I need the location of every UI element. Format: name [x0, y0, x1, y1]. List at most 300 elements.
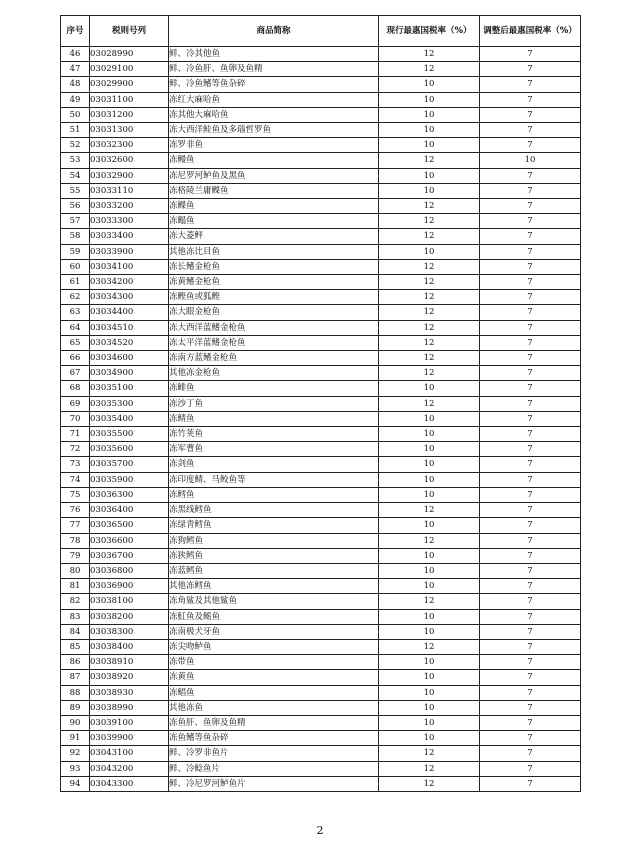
cell-name: 冻尖吻鲈鱼 [169, 639, 379, 654]
cell-name: 冻尼罗河鲈鱼及黑鱼 [169, 168, 379, 183]
table-row [61, 594, 581, 609]
cell-code: 03043100 [90, 746, 169, 761]
cell-name: 冻绿青鳕鱼 [169, 518, 379, 533]
cell-current-rate: 12 [379, 335, 480, 350]
cell-seq: 83 [61, 609, 90, 624]
cell-code: 03038920 [90, 670, 169, 685]
cell-name: 其他冻金枪鱼 [169, 366, 379, 381]
cell-adjusted-rate: 7 [480, 396, 581, 411]
cell-adjusted-rate: 7 [480, 275, 581, 290]
cell-seq: 77 [61, 518, 90, 533]
cell-seq: 62 [61, 290, 90, 305]
cell-name: 冻鳎鱼 [169, 214, 379, 229]
cell-seq: 67 [61, 366, 90, 381]
cell-current-rate: 10 [379, 655, 480, 670]
cell-seq: 68 [61, 381, 90, 396]
cell-seq: 76 [61, 503, 90, 518]
cell-adjusted-rate: 7 [480, 214, 581, 229]
cell-code: 03035300 [90, 396, 169, 411]
cell-code: 03034600 [90, 351, 169, 366]
table-row [61, 427, 581, 442]
cell-name: 冻鲭鱼 [169, 411, 379, 426]
cell-current-rate: 10 [379, 457, 480, 472]
cell-code: 03036800 [90, 563, 169, 578]
cell-seq: 94 [61, 776, 90, 791]
table-row [61, 320, 581, 335]
cell-seq: 80 [61, 563, 90, 578]
cell-current-rate: 12 [379, 746, 480, 761]
cell-seq: 48 [61, 77, 90, 92]
cell-code: 03034300 [90, 290, 169, 305]
cell-code: 03038930 [90, 685, 169, 700]
cell-adjusted-rate: 7 [480, 229, 581, 244]
cell-name: 冻鳗鱼 [169, 153, 379, 168]
cell-name: 冻黑线鳕鱼 [169, 503, 379, 518]
cell-current-rate: 12 [379, 153, 480, 168]
cell-code: 03038910 [90, 655, 169, 670]
cell-code: 03028990 [90, 47, 169, 62]
table-row [61, 700, 581, 715]
cell-name: 冻剑鱼 [169, 457, 379, 472]
cell-current-rate: 12 [379, 290, 480, 305]
table-row [61, 199, 581, 214]
table-body [61, 47, 581, 792]
cell-name: 冻罗非鱼 [169, 138, 379, 153]
table-row [61, 715, 581, 730]
cell-name: 冻带鱼 [169, 655, 379, 670]
cell-current-rate: 10 [379, 579, 480, 594]
table-row [61, 123, 581, 138]
cell-adjusted-rate: 7 [480, 411, 581, 426]
cell-current-rate: 10 [379, 427, 480, 442]
cell-adjusted-rate: 7 [480, 290, 581, 305]
cell-name: 鲜、冷罗非鱼片 [169, 746, 379, 761]
table-row [61, 47, 581, 62]
cell-seq: 50 [61, 107, 90, 122]
cell-current-rate: 12 [379, 366, 480, 381]
cell-seq: 73 [61, 457, 90, 472]
table-row [61, 381, 581, 396]
cell-current-rate: 12 [379, 503, 480, 518]
cell-adjusted-rate: 7 [480, 320, 581, 335]
table-row [61, 305, 581, 320]
table-row [61, 62, 581, 77]
cell-current-rate: 10 [379, 381, 480, 396]
cell-seq: 64 [61, 320, 90, 335]
table-row [61, 548, 581, 563]
cell-name: 冻魟鱼及鳐鱼 [169, 609, 379, 624]
table-row [61, 685, 581, 700]
cell-seq: 61 [61, 275, 90, 290]
cell-seq: 71 [61, 427, 90, 442]
cell-adjusted-rate: 7 [480, 199, 581, 214]
cell-code: 03038200 [90, 609, 169, 624]
cell-seq: 89 [61, 700, 90, 715]
table-row [61, 579, 581, 594]
cell-current-rate: 12 [379, 275, 480, 290]
table-row [61, 290, 581, 305]
cell-current-rate: 12 [379, 396, 480, 411]
cell-adjusted-rate: 7 [480, 624, 581, 639]
cell-seq: 88 [61, 685, 90, 700]
cell-current-rate: 10 [379, 77, 480, 92]
table-row [61, 655, 581, 670]
cell-name: 冻太平洋蓝鳍金枪鱼 [169, 335, 379, 350]
cell-adjusted-rate: 7 [480, 259, 581, 274]
cell-current-rate: 12 [379, 259, 480, 274]
cell-adjusted-rate: 7 [480, 487, 581, 502]
cell-name: 鲜、冷鱼肝、鱼卵及鱼精 [169, 62, 379, 77]
cell-adjusted-rate: 7 [480, 92, 581, 107]
cell-adjusted-rate: 7 [480, 670, 581, 685]
cell-current-rate: 10 [379, 487, 480, 502]
cell-current-rate: 10 [379, 518, 480, 533]
cell-seq: 92 [61, 746, 90, 761]
cell-code: 03039900 [90, 731, 169, 746]
cell-adjusted-rate: 7 [480, 305, 581, 320]
cell-current-rate: 12 [379, 199, 480, 214]
table-row [61, 639, 581, 654]
cell-seq: 65 [61, 335, 90, 350]
table-row [61, 244, 581, 259]
cell-current-rate: 10 [379, 472, 480, 487]
cell-current-rate: 10 [379, 107, 480, 122]
cell-adjusted-rate: 7 [480, 594, 581, 609]
cell-seq: 56 [61, 199, 90, 214]
cell-adjusted-rate: 7 [480, 685, 581, 700]
cell-name: 冻鲽鱼 [169, 199, 379, 214]
cell-adjusted-rate: 7 [480, 563, 581, 578]
cell-code: 03034200 [90, 275, 169, 290]
cell-name: 其他冻鳕鱼 [169, 579, 379, 594]
cell-seq: 58 [61, 229, 90, 244]
cell-current-rate: 10 [379, 624, 480, 639]
cell-name: 冻大西洋蓝鳍金枪鱼 [169, 320, 379, 335]
cell-name: 鲜、冷鲶鱼片 [169, 761, 379, 776]
cell-adjusted-rate: 7 [480, 442, 581, 457]
cell-seq: 93 [61, 761, 90, 776]
cell-current-rate: 10 [379, 442, 480, 457]
cell-code: 03036700 [90, 548, 169, 563]
cell-adjusted-rate: 7 [480, 700, 581, 715]
cell-code: 03035100 [90, 381, 169, 396]
cell-code: 03039100 [90, 715, 169, 730]
cell-current-rate: 10 [379, 548, 480, 563]
cell-seq: 75 [61, 487, 90, 502]
cell-current-rate: 10 [379, 244, 480, 259]
cell-code: 03035700 [90, 457, 169, 472]
cell-code: 03033300 [90, 214, 169, 229]
table-row [61, 746, 581, 761]
cell-code: 03034400 [90, 305, 169, 320]
cell-seq: 74 [61, 472, 90, 487]
cell-code: 03034520 [90, 335, 169, 350]
cell-adjusted-rate: 7 [480, 138, 581, 153]
cell-name: 冻鱼鳍等鱼杂碎 [169, 731, 379, 746]
cell-code: 03038300 [90, 624, 169, 639]
cell-code: 03033900 [90, 244, 169, 259]
cell-name: 冻鳕鱼 [169, 487, 379, 502]
header-seq: 序号 [61, 16, 90, 47]
table-row [61, 518, 581, 533]
cell-name: 冻南极犬牙鱼 [169, 624, 379, 639]
table-row [61, 107, 581, 122]
cell-name: 冻狭鳕鱼 [169, 548, 379, 563]
cell-name: 冻狗鳕鱼 [169, 533, 379, 548]
cell-adjusted-rate: 7 [480, 62, 581, 77]
table-row [61, 275, 581, 290]
table-row [61, 563, 581, 578]
header-adjusted-rate: 调整后最惠国税率（%） [480, 16, 581, 47]
cell-seq: 91 [61, 731, 90, 746]
cell-code: 03033200 [90, 199, 169, 214]
table-row [61, 503, 581, 518]
table-row [61, 396, 581, 411]
cell-adjusted-rate: 7 [480, 123, 581, 138]
cell-code: 03031300 [90, 123, 169, 138]
table-row [61, 472, 581, 487]
cell-current-rate: 10 [379, 123, 480, 138]
cell-code: 03035500 [90, 427, 169, 442]
cell-code: 03036400 [90, 503, 169, 518]
cell-name: 鲜、冷其他鱼 [169, 47, 379, 62]
cell-current-rate: 10 [379, 715, 480, 730]
cell-seq: 84 [61, 624, 90, 639]
cell-adjusted-rate: 7 [480, 655, 581, 670]
header-code: 税则号列 [90, 16, 169, 47]
cell-seq: 46 [61, 47, 90, 62]
cell-current-rate: 12 [379, 594, 480, 609]
header-current-rate: 现行最惠国税率（%） [379, 16, 480, 47]
cell-seq: 69 [61, 396, 90, 411]
cell-code: 03032600 [90, 153, 169, 168]
cell-code: 03032300 [90, 138, 169, 153]
cell-current-rate: 12 [379, 47, 480, 62]
cell-current-rate: 12 [379, 214, 480, 229]
cell-name: 冻竹荚鱼 [169, 427, 379, 442]
cell-code: 03035600 [90, 442, 169, 457]
cell-name: 鲜、冷尼罗河鲈鱼片 [169, 776, 379, 791]
cell-adjusted-rate: 7 [480, 761, 581, 776]
cell-adjusted-rate: 7 [480, 518, 581, 533]
table-row [61, 457, 581, 472]
cell-current-rate: 10 [379, 670, 480, 685]
cell-seq: 59 [61, 244, 90, 259]
cell-seq: 49 [61, 92, 90, 107]
cell-adjusted-rate: 7 [480, 47, 581, 62]
cell-seq: 79 [61, 548, 90, 563]
cell-adjusted-rate: 7 [480, 77, 581, 92]
table-row [61, 487, 581, 502]
table-row [61, 259, 581, 274]
cell-adjusted-rate: 7 [480, 351, 581, 366]
cell-adjusted-rate: 7 [480, 244, 581, 259]
cell-name: 冻大西洋鲑鱼及多瑙哲罗鱼 [169, 123, 379, 138]
cell-code: 03034900 [90, 366, 169, 381]
cell-current-rate: 12 [379, 229, 480, 244]
cell-current-rate: 10 [379, 685, 480, 700]
cell-adjusted-rate: 7 [480, 579, 581, 594]
cell-seq: 86 [61, 655, 90, 670]
table-row [61, 624, 581, 639]
tariff-table [60, 15, 581, 792]
cell-code: 03033110 [90, 183, 169, 198]
cell-seq: 63 [61, 305, 90, 320]
cell-seq: 90 [61, 715, 90, 730]
cell-current-rate: 12 [379, 351, 480, 366]
header-name: 商品简称 [169, 16, 379, 47]
cell-code: 03034510 [90, 320, 169, 335]
cell-seq: 52 [61, 138, 90, 153]
cell-code: 03036600 [90, 533, 169, 548]
cell-adjusted-rate: 7 [480, 335, 581, 350]
cell-adjusted-rate: 7 [480, 503, 581, 518]
cell-current-rate: 12 [379, 639, 480, 654]
cell-seq: 53 [61, 153, 90, 168]
cell-name: 其他冻鱼 [169, 700, 379, 715]
table-row [61, 731, 581, 746]
table-row [61, 92, 581, 107]
table-row [61, 77, 581, 92]
cell-current-rate: 10 [379, 700, 480, 715]
table-row [61, 138, 581, 153]
cell-name: 冻印度鲭、马鲛鱼等 [169, 472, 379, 487]
cell-name: 冻蓝鳕鱼 [169, 563, 379, 578]
cell-current-rate: 12 [379, 533, 480, 548]
table-row [61, 335, 581, 350]
cell-adjusted-rate: 7 [480, 366, 581, 381]
cell-code: 03034100 [90, 259, 169, 274]
cell-adjusted-rate: 7 [480, 457, 581, 472]
cell-name: 冻其他大麻哈鱼 [169, 107, 379, 122]
cell-name: 冻红大麻哈鱼 [169, 92, 379, 107]
cell-name: 冻南方蓝鳍金枪鱼 [169, 351, 379, 366]
table-row [61, 229, 581, 244]
cell-code: 03031100 [90, 92, 169, 107]
cell-name: 冻鲳鱼 [169, 685, 379, 700]
cell-code: 03036900 [90, 579, 169, 594]
cell-seq: 55 [61, 183, 90, 198]
cell-current-rate: 12 [379, 776, 480, 791]
cell-adjusted-rate: 10 [480, 153, 581, 168]
cell-code: 03029900 [90, 77, 169, 92]
cell-adjusted-rate: 7 [480, 609, 581, 624]
cell-code: 03035900 [90, 472, 169, 487]
cell-adjusted-rate: 7 [480, 472, 581, 487]
cell-seq: 81 [61, 579, 90, 594]
cell-seq: 87 [61, 670, 90, 685]
table-row [61, 351, 581, 366]
cell-adjusted-rate: 7 [480, 183, 581, 198]
cell-code: 03035400 [90, 411, 169, 426]
cell-adjusted-rate: 7 [480, 548, 581, 563]
cell-seq: 85 [61, 639, 90, 654]
cell-name: 冻格陵兰庸鲽鱼 [169, 183, 379, 198]
cell-current-rate: 12 [379, 62, 480, 77]
cell-current-rate: 12 [379, 320, 480, 335]
cell-current-rate: 10 [379, 609, 480, 624]
cell-name: 冻鱼肝、鱼卵及鱼精 [169, 715, 379, 730]
cell-code: 03032900 [90, 168, 169, 183]
cell-name: 冻长鳍金枪鱼 [169, 259, 379, 274]
cell-code: 03031200 [90, 107, 169, 122]
table-row [61, 442, 581, 457]
cell-seq: 57 [61, 214, 90, 229]
cell-name: 冻大菱鲆 [169, 229, 379, 244]
cell-seq: 72 [61, 442, 90, 457]
cell-name: 冻鲱鱼 [169, 381, 379, 396]
cell-seq: 82 [61, 594, 90, 609]
cell-seq: 78 [61, 533, 90, 548]
cell-name: 冻大眼金枪鱼 [169, 305, 379, 320]
cell-adjusted-rate: 7 [480, 168, 581, 183]
cell-code: 03038400 [90, 639, 169, 654]
cell-adjusted-rate: 7 [480, 107, 581, 122]
cell-name: 冻黄鱼 [169, 670, 379, 685]
cell-name: 冻鲣鱼或狐鲣 [169, 290, 379, 305]
cell-current-rate: 10 [379, 183, 480, 198]
cell-seq: 47 [61, 62, 90, 77]
cell-current-rate: 12 [379, 761, 480, 776]
cell-name: 冻黄鳍金枪鱼 [169, 275, 379, 290]
cell-current-rate: 12 [379, 305, 480, 320]
cell-adjusted-rate: 7 [480, 715, 581, 730]
cell-adjusted-rate: 7 [480, 776, 581, 791]
cell-seq: 70 [61, 411, 90, 426]
table-row [61, 776, 581, 791]
cell-current-rate: 10 [379, 168, 480, 183]
cell-name: 冻角鲨及其他鲨鱼 [169, 594, 379, 609]
cell-code: 03038100 [90, 594, 169, 609]
table-row [61, 761, 581, 776]
table-row [61, 168, 581, 183]
table-header-row [61, 16, 581, 47]
cell-current-rate: 10 [379, 92, 480, 107]
cell-current-rate: 10 [379, 138, 480, 153]
table-row [61, 533, 581, 548]
cell-current-rate: 10 [379, 731, 480, 746]
cell-code: 03043200 [90, 761, 169, 776]
cell-seq: 54 [61, 168, 90, 183]
cell-name: 冻沙丁鱼 [169, 396, 379, 411]
cell-current-rate: 10 [379, 411, 480, 426]
page-number: 2 [316, 824, 324, 837]
cell-adjusted-rate: 7 [480, 746, 581, 761]
cell-adjusted-rate: 7 [480, 427, 581, 442]
cell-current-rate: 10 [379, 563, 480, 578]
table-row [61, 214, 581, 229]
cell-name: 其他冻比目鱼 [169, 244, 379, 259]
table-row [61, 609, 581, 624]
cell-seq: 66 [61, 351, 90, 366]
cell-name: 鲜、冷鱼鳍等鱼杂碎 [169, 77, 379, 92]
cell-adjusted-rate: 7 [480, 533, 581, 548]
cell-adjusted-rate: 7 [480, 731, 581, 746]
cell-code: 03033400 [90, 229, 169, 244]
cell-adjusted-rate: 7 [480, 381, 581, 396]
cell-name: 冻军曹鱼 [169, 442, 379, 457]
table-row [61, 366, 581, 381]
cell-adjusted-rate: 7 [480, 639, 581, 654]
cell-code: 03036300 [90, 487, 169, 502]
cell-code: 03036500 [90, 518, 169, 533]
table-row [61, 153, 581, 168]
cell-code: 03038990 [90, 700, 169, 715]
cell-seq: 60 [61, 259, 90, 274]
table-row [61, 183, 581, 198]
cell-code: 03043300 [90, 776, 169, 791]
cell-code: 03029100 [90, 62, 169, 77]
